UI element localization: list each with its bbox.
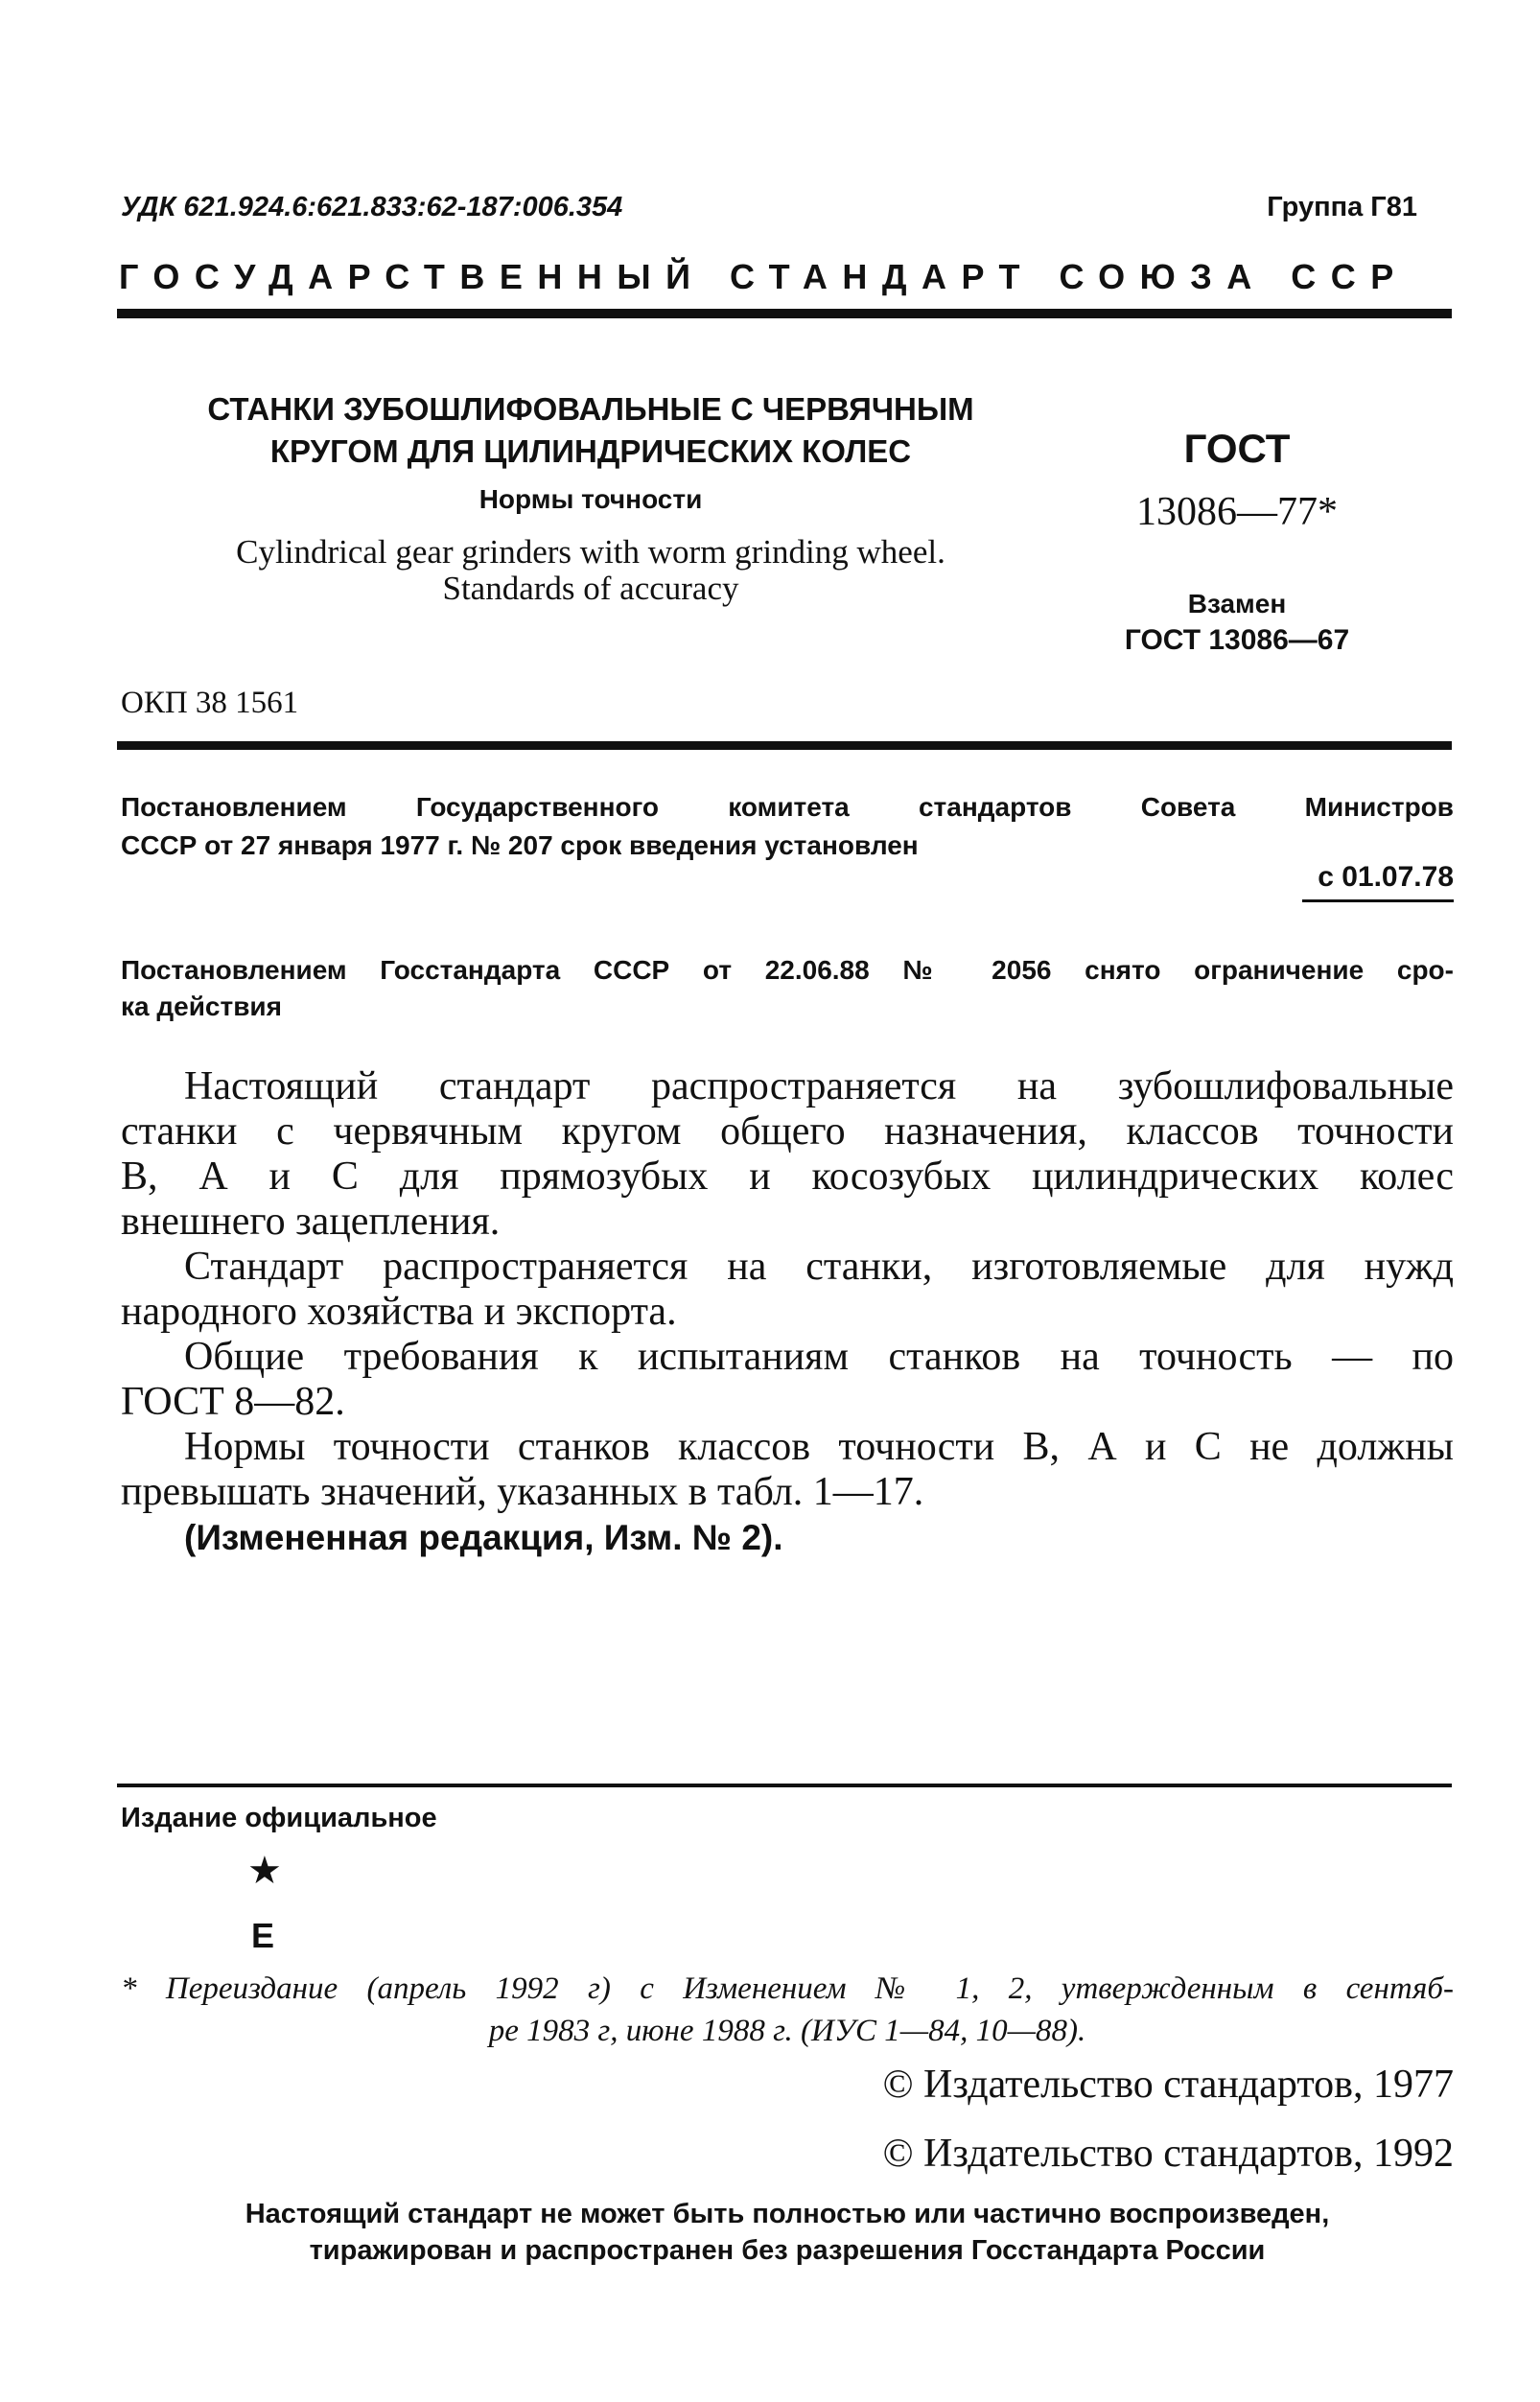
footer-rule <box>117 1784 1452 1787</box>
p3-line-1: Общие требования к испытаниям станков на точность — по <box>184 1335 1454 1379</box>
effective-date-rule <box>1302 899 1454 902</box>
resolution-paragraph <box>121 788 1454 865</box>
reissue-line-2: ре 1983 г, июне 1988 г. (ИУС 1—84, 10—88). <box>488 2014 1086 2048</box>
p1-line-3: В, А и С для прямозубых и косозубых цилиндрических колес <box>121 1154 1454 1199</box>
p4-line-2: превышать значений, указанных в табл. 1—17. <box>121 1470 924 1514</box>
p2-line-1: Стандарт распространяется на станки, изготовляемые для нужд <box>184 1245 1454 1289</box>
reproduction-notice <box>121 2196 1454 2269</box>
group-code: Группа Г81 <box>1267 192 1417 222</box>
official-edition: Издание официальное <box>121 1803 437 1833</box>
title-block <box>121 388 1061 607</box>
p2-line-2: народного хозяйства и экспорта. <box>121 1290 677 1334</box>
subtitle: Нормы точности <box>478 484 703 514</box>
english-title-line-1: Cylindrical gear grinders with worm grinding wheel. <box>236 533 945 571</box>
okp-code: ОКП 38 1561 <box>121 686 299 720</box>
resolution-line-2: СССР от 27 января 1977 г. № 207 срок введения установлен <box>121 830 919 860</box>
notice-line-2: тиражирован и распространен без разрешения Госстандарта России <box>309 2235 1266 2266</box>
reissue-note <box>121 1968 1454 2052</box>
title-line-1: СТАНКИ ЗУБОШЛИФОВАЛЬНЫЕ С ЧЕРВЯЧНЫМ <box>207 391 974 427</box>
letter-e: Е <box>251 1916 275 1955</box>
gost-number: 13086—77* <box>1136 490 1338 534</box>
p1-line-4: внешнего зацепления. <box>121 1200 501 1244</box>
replaces-value: ГОСТ 13086—67 <box>1124 624 1350 656</box>
standard-banner: ГОСУДАРСТВЕННЫЙ СТАНДАРТ СОЮЗА ССР <box>119 257 1409 296</box>
limitation-line-1: Постановлением Госстандарта СССР от 22.06.88 № 2056 снято ограничение сро- <box>121 955 1454 985</box>
replaces-label: Взамен <box>1187 589 1287 618</box>
english-title-line-2: Standards of accuracy <box>442 570 739 607</box>
title-line-2: КРУГОМ ДЛЯ ЦИЛИНДРИЧЕСКИХ КОЛЕС <box>269 433 912 469</box>
gost-number-block <box>1084 422 1390 660</box>
limitation-lifted-paragraph <box>121 952 1454 1025</box>
star-icon: ★ <box>247 1849 282 1893</box>
gost-label: ГОСТ <box>1183 426 1291 471</box>
p3-line-2: ГОСТ 8—82. <box>121 1380 345 1424</box>
p1-line-2: станки с червячным кругом общего назначения, классов точности <box>121 1109 1454 1154</box>
resolution-line-1: Постановлением Государственного комитета стандартов Совета Министров <box>121 792 1454 822</box>
copyright-1992: © Издательство стандартов, 1992 <box>882 2132 1454 2176</box>
udk-code: УДК 621.924.6:621.833:62-187:006.354 <box>121 192 623 222</box>
notice-line-1: Настоящий стандарт не может быть полностью или частично воспроизведен, <box>245 2199 1330 2229</box>
amendment-note: (Измененная редакция, Изм. № 2). <box>184 1518 783 1557</box>
body-text <box>121 1064 1454 1560</box>
banner-thick-rule <box>117 309 1452 318</box>
title-block-rule <box>117 741 1452 750</box>
copyright-1977: © Издательство стандартов, 1977 <box>882 2063 1454 2107</box>
effective-date: с 01.07.78 <box>1318 861 1454 893</box>
p1-line-1: Настоящий стандарт распространяется на зубошлифовальные <box>184 1064 1454 1108</box>
limitation-line-2: ка действия <box>121 991 282 1021</box>
p4-line-1: Нормы точности станков классов точности В, А и С не должны <box>184 1425 1454 1469</box>
reissue-line-1: * Переиздание (апрель 1992 г) с Изменением № 1, 2, утвержденным в сентяб- <box>121 1971 1454 2006</box>
